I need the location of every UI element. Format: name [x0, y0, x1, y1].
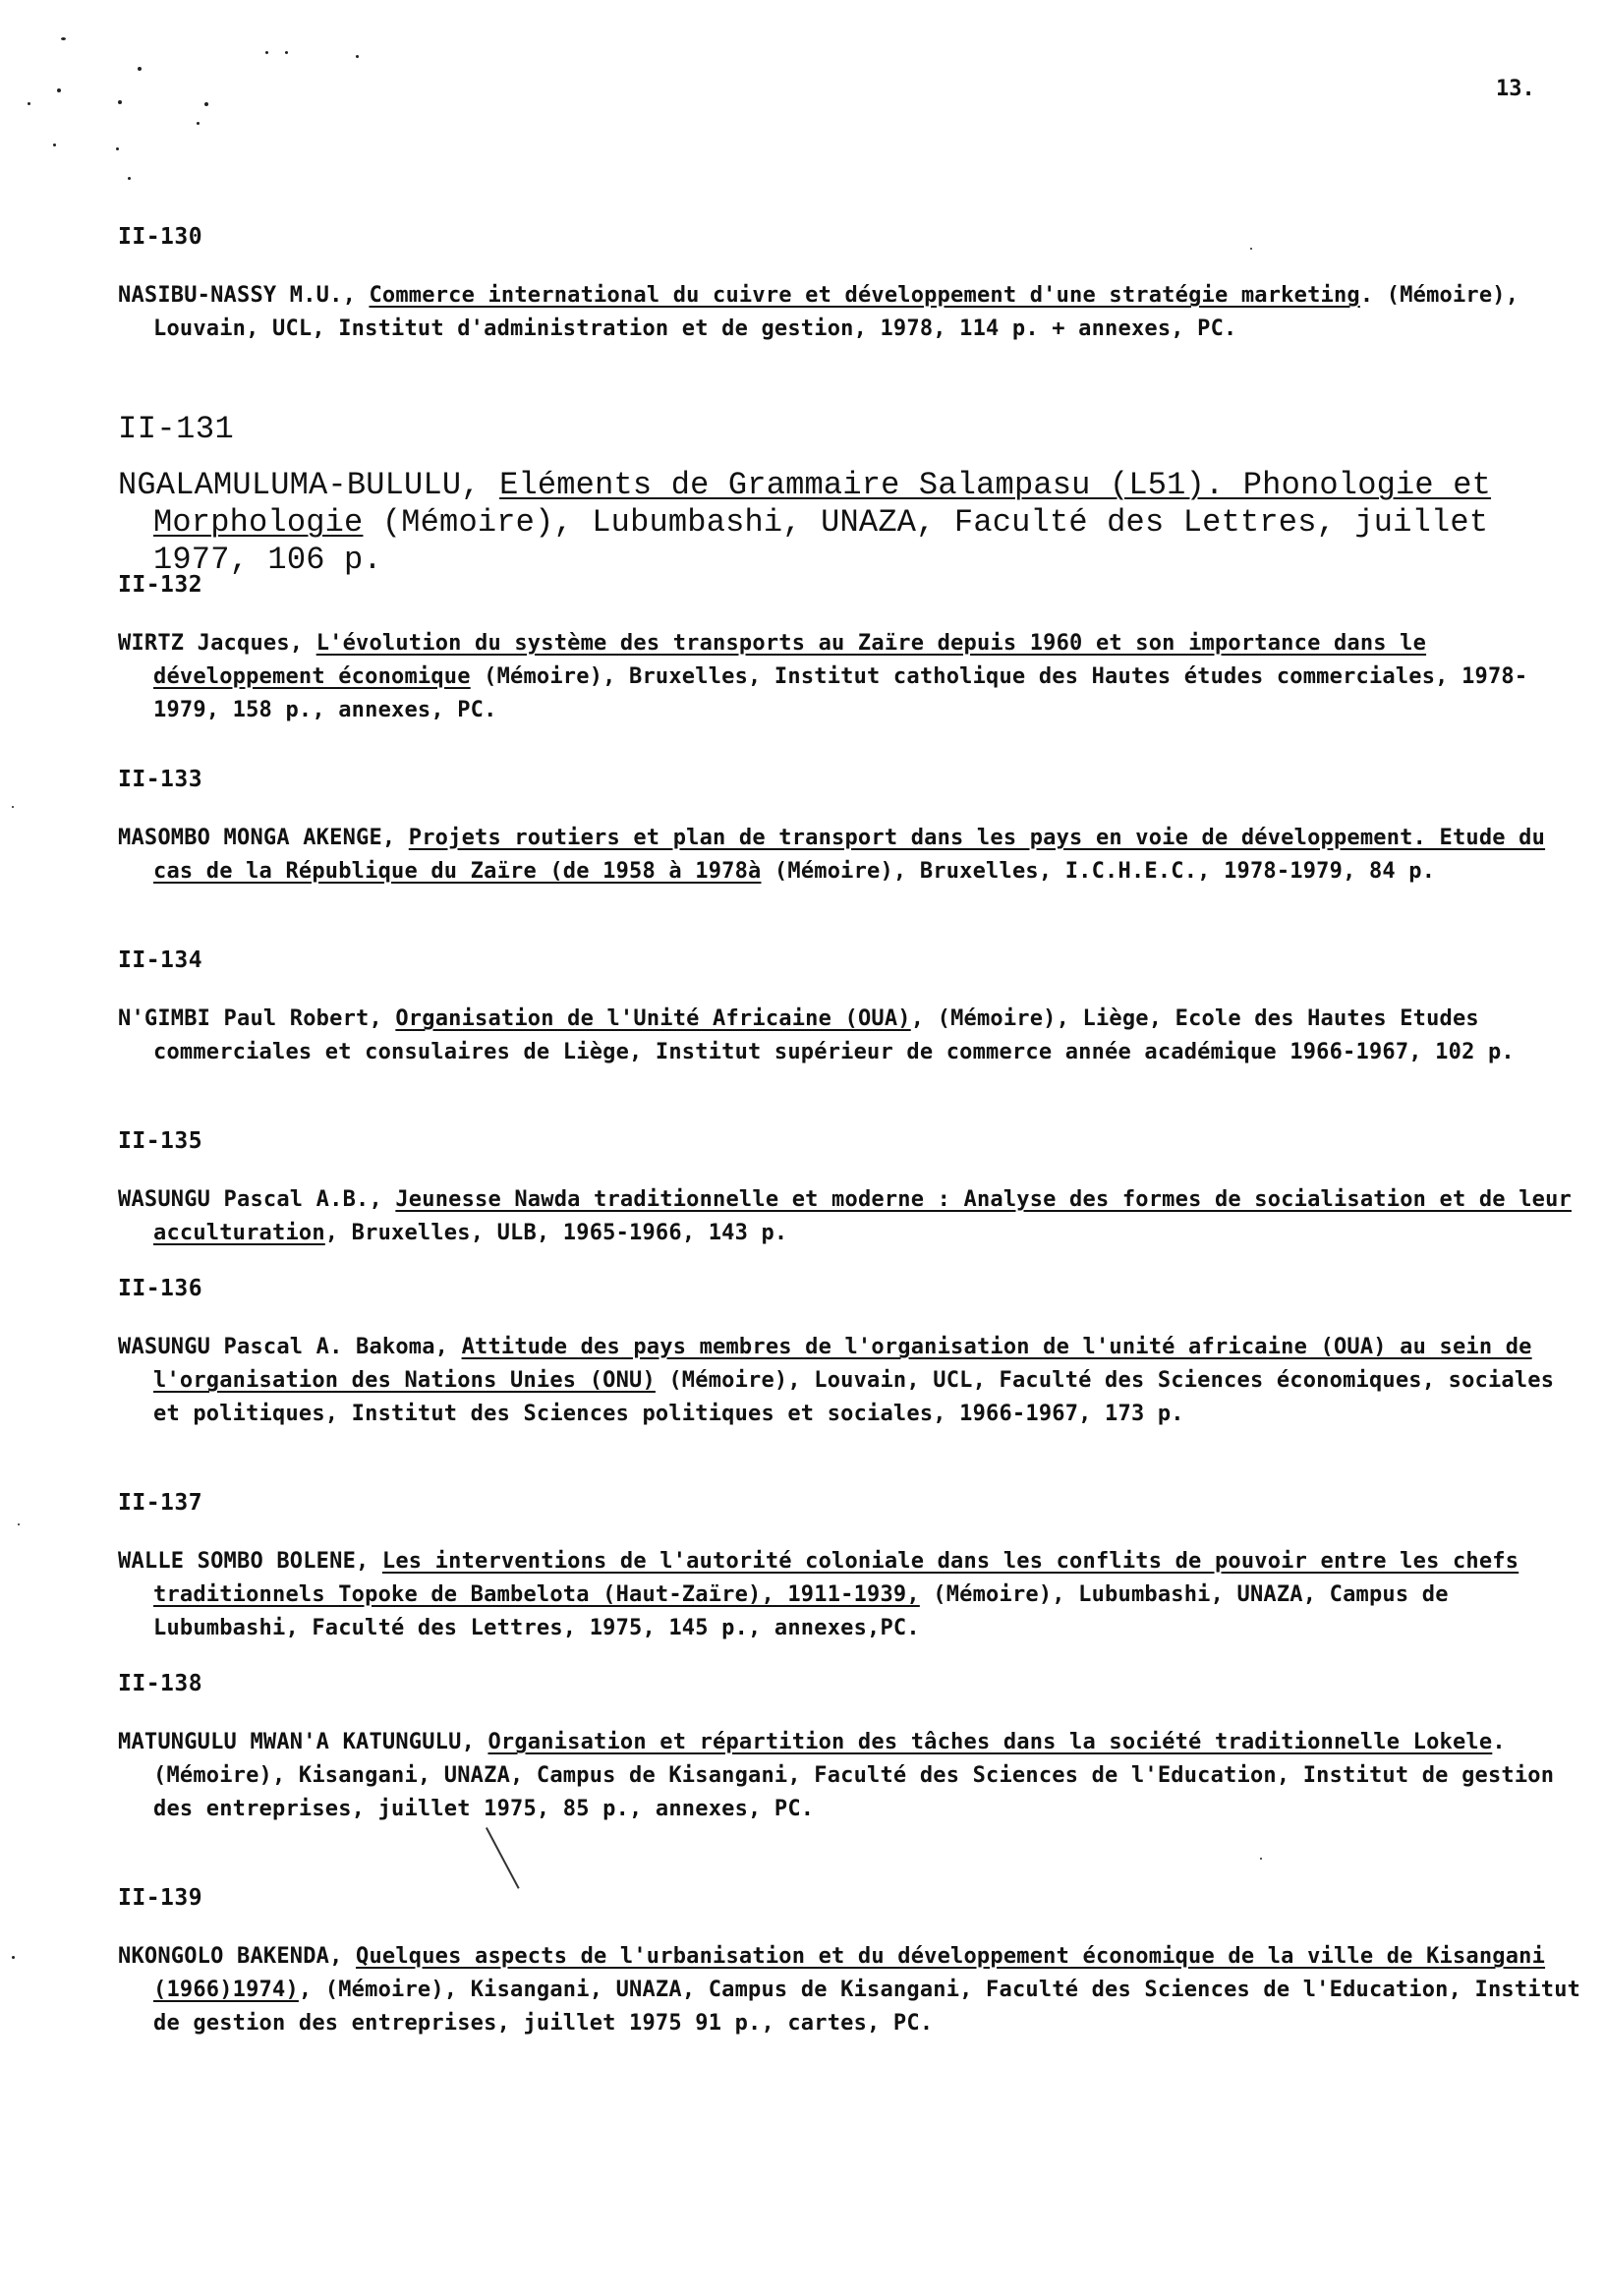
bibliography-entry	[118, 947, 1582, 1069]
work-title: Jeunesse Nawda traditionnelle et moderne : Analyse des formes de socialisation et de leur acculturation	[153, 1187, 1572, 1245]
citation	[118, 279, 1582, 346]
citation	[118, 1331, 1582, 1431]
entry-id: II-133	[118, 767, 203, 792]
bibliography-entry	[118, 1276, 1582, 1431]
details: (Mémoire), Lubumbashi, UNAZA, Faculté des Lettres, juillet 1977, 106 p.	[153, 504, 1489, 578]
scan-speck	[197, 122, 200, 125]
work-title: Quelques aspects de l'urbanisation et du développement économique de la ville de Kisangani (1966)1974)	[153, 1944, 1546, 2002]
details: . (Mémoire), Kisangani, UNAZA, Campus de Kisangani, Faculté des Sciences de l'Education, Institut de gestion des entreprises, juillet 1975, 85 p., annexes, PC.	[153, 1730, 1555, 1821]
scan-speck	[57, 88, 61, 92]
details: , (Mémoire), Kisangani, UNAZA, Campus de Kisangani, Faculté des Sciences de l'Education, Institut de gestion des entreprises, juillet 1975 91 p., cartes, PC.	[153, 1978, 1581, 2036]
bibliography-entry	[118, 1671, 1582, 1826]
scan-speck	[118, 100, 122, 104]
work-title: Organisation de l'Unité Africaine (OUA)	[395, 1006, 911, 1031]
citation	[118, 1940, 1582, 2040]
citation	[118, 467, 1582, 579]
scan-speck	[356, 55, 359, 58]
scan-speck	[116, 147, 119, 150]
scan-speck	[285, 51, 288, 54]
author: N'GIMBI Paul Robert,	[118, 1006, 396, 1031]
bibliography-entry	[118, 1885, 1582, 2040]
work-title: Projets routiers et plan de transport dans les pays en voie de développement. Etude du cas de la République du Zaïre (de 1958 à 1978à	[153, 826, 1546, 884]
author: WALLE SOMBO BOLENE,	[118, 1549, 382, 1574]
page-number: 13.	[1496, 77, 1535, 101]
bibliography-entry	[118, 411, 1582, 579]
author: WASUNGU Pascal A. Bakoma,	[118, 1335, 462, 1359]
details: (Mémoire), Bruxelles, I.C.H.E.C., 1978-1979, 84 p.	[761, 859, 1436, 884]
details: (Mémoire), Lubumbashi, UNAZA, Campus de Lubumbashi, Faculté des Lettres, 1975, 145 p., annexes,PC.	[153, 1582, 1449, 1640]
bibliography-entry	[118, 1128, 1582, 1250]
entry-id: II-139	[118, 1885, 203, 1911]
citation	[118, 1545, 1582, 1645]
details: (Mémoire), Louvain, UCL, Faculté des Sciences économiques, sociales et politiques, Institut des Sciences politiques et sociales, 1966-1967, 173 p.	[153, 1368, 1555, 1426]
citation	[118, 627, 1582, 727]
details: (Mémoire), Bruxelles, Institut catholique des Hautes études commerciales, 1978-1979, 158 p., annexes, PC.	[153, 664, 1528, 722]
scan-speck	[138, 67, 142, 71]
author: NASIBU-NASSY M.U.,	[118, 283, 370, 308]
author: NKONGOLO BAKENDA,	[118, 1944, 357, 1969]
bibliography-entry	[118, 767, 1582, 889]
scan-speck	[28, 102, 30, 105]
entry-id: II-130	[118, 224, 203, 250]
scan-speck	[265, 51, 268, 54]
citation	[118, 1183, 1582, 1250]
details: , (Mémoire), Liège, Ecole des Hautes Etudes commerciales et consulaires de Liège, Institut supérieur de commerce année académique 1966-1967, 102 p.	[153, 1006, 1515, 1064]
work-title: Les interventions de l'autorité coloniale dans les conflits de pouvoir entre les chefs traditionnels Topoke de Bambelota (Haut-Zaïre), 1911-1939,	[153, 1549, 1519, 1607]
work-title: Organisation et répartition des tâches dans la société traditionnelle Lokele	[487, 1730, 1493, 1754]
author: MASOMBO MONGA AKENGE,	[118, 826, 409, 850]
pen-stroke	[486, 1827, 520, 1889]
scan-speck	[12, 1956, 15, 1959]
author: WIRTZ Jacques,	[118, 631, 316, 656]
work-title: Eléments de Grammaire Salampasu (L51). Phonologie et Morphologie	[153, 467, 1492, 541]
citation	[118, 1726, 1582, 1826]
scan-speck	[12, 806, 14, 808]
work-title: Attitude des pays membres de l'organisation de l'unité africaine (OUA) au sein de l'organisation des Nations Unies (ONU)	[153, 1335, 1532, 1393]
entry-id: II-137	[118, 1490, 203, 1516]
scan-speck	[128, 177, 131, 180]
scan-speck	[1260, 1858, 1262, 1860]
citation	[118, 1003, 1582, 1069]
entry-id: II-132	[118, 572, 203, 598]
entry-id: II-136	[118, 1276, 203, 1301]
work-title: Commerce international du cuivre et développement d'une stratégie marketing	[369, 283, 1360, 308]
citation	[118, 822, 1582, 889]
entry-id: II-135	[118, 1128, 203, 1154]
bibliography-entry	[118, 572, 1582, 727]
bibliography-entry	[118, 224, 1582, 346]
details: . (Mémoire), Louvain, UCL, Institut d'administration et de gestion, 1978, 114 p. + annexes, PC.	[153, 283, 1519, 341]
entry-id: II-131	[118, 411, 235, 447]
work-title: L'évolution du système des transports au Zaïre depuis 1960 et son importance dans le développement économique	[153, 631, 1427, 689]
scan-speck	[53, 144, 56, 146]
author: NGALAMULUMA-BULULU,	[118, 467, 500, 503]
entry-id: II-138	[118, 1671, 203, 1696]
scan-speck	[61, 37, 66, 40]
scan-speck	[204, 102, 208, 106]
details: , Bruxelles, ULB, 1965-1966, 143 p.	[324, 1221, 788, 1245]
bibliography-entry	[118, 1490, 1582, 1645]
author: MATUNGULU MWAN'A KATUNGULU,	[118, 1730, 488, 1754]
scan-speck	[18, 1523, 20, 1525]
author: WASUNGU Pascal A.B.,	[118, 1187, 396, 1212]
entry-id: II-134	[118, 947, 203, 973]
